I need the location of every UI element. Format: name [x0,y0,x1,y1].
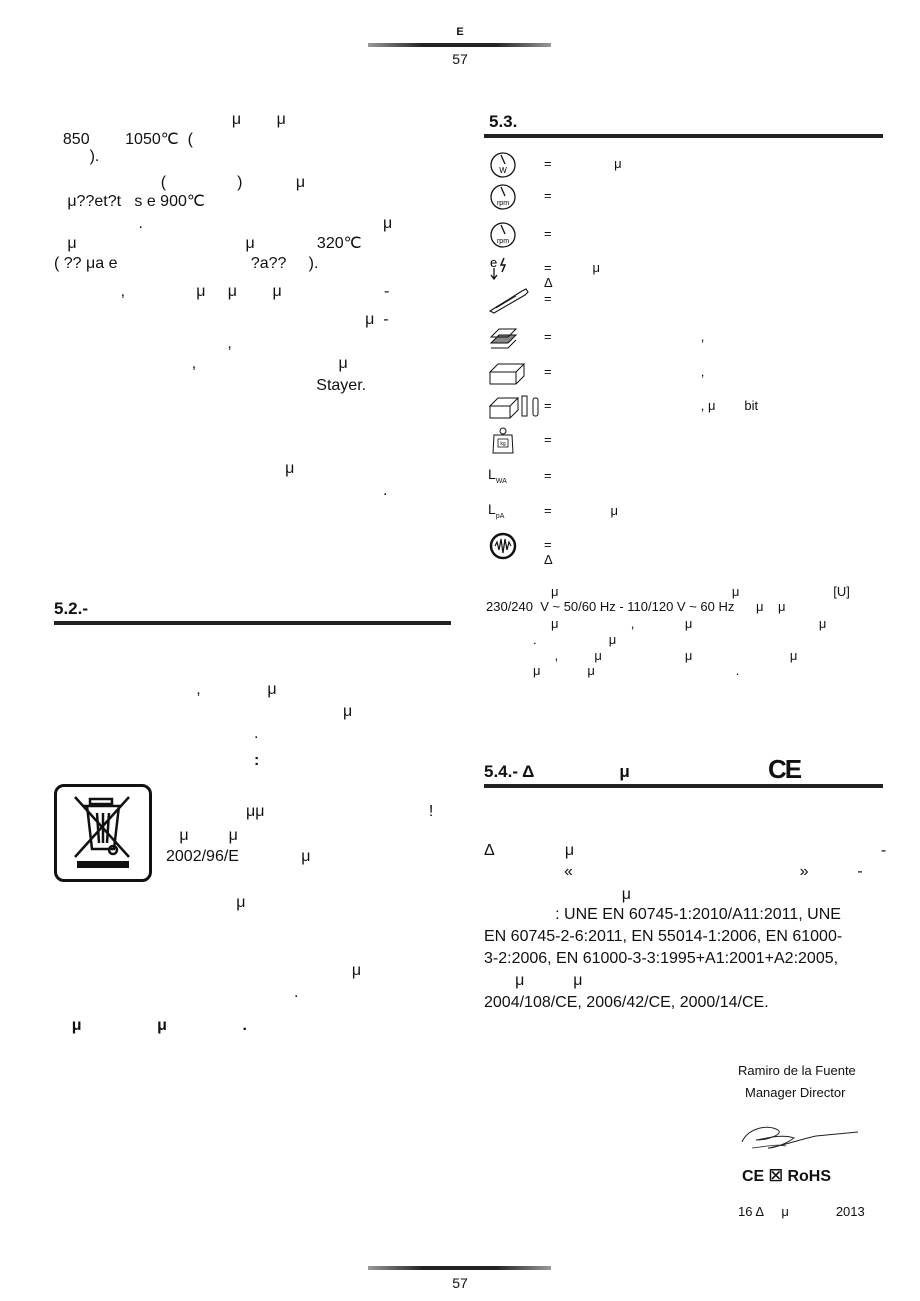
symbol-eq: = Δ [544,260,553,290]
sec52-after-line-4: μ μ . [54,1017,247,1034]
voltage-line-2: 230/240 V ~ 50/60 Hz - 110/120 V ~ 60 Hz μ μ [486,599,786,614]
intro-line-12: , μ [54,355,348,372]
symbol-eq: = [544,188,552,203]
voltage-line-1: μ μ [U] [486,584,850,599]
declaration-line-1: Δ μ - [484,842,887,859]
intro-line-1: μ μ [54,111,286,128]
speed-rpm-icon [488,182,518,212]
declaration-line-8: 2004/108/CE, 2006/42/CE, 2000/14/CE. [484,994,769,1011]
voltage-line-3: μ , μ μ [486,616,827,631]
lpa-letter: L [488,501,496,517]
lwa-sub: WA [495,477,507,485]
svg-text:kg: kg [500,441,506,447]
declaration-line-5: EN 60745-2-6:2011, EN 55014-1:2006, EN 61000- [484,928,843,945]
symbol-eq: = [544,156,552,171]
symbol-desc: , [578,364,705,379]
sec52-line-1: , μ [54,681,277,698]
signature-mark [738,1118,862,1156]
symbol-eq: = [544,226,552,241]
declaration-line-6: 3-2:2006, EN 61000-3-3:1995+A1:2001+A2:2005, [484,950,839,967]
intro-line-8: ( ?? μa e ?a?? ). [54,255,319,272]
voltage-line-4: . μ [486,632,617,647]
power-watt-icon [488,150,518,180]
declaration-line-7: μ μ [484,972,583,989]
symbol-desc: μ [578,156,622,171]
sec52-after-line-3: . [54,984,299,1001]
section-5-2-rule [54,621,451,625]
declaration-line-2: « » - [484,863,863,880]
symbol-eq: = [544,291,552,306]
svg-text:rpm: rpm [496,200,510,207]
intro-line-13: Stayer. [54,377,367,394]
svg-text:e: e [490,255,498,270]
intro-line-2: 850 1050℃ ( [54,131,193,148]
svg-text:rpm: rpm [496,238,510,245]
vibration-icon [488,531,518,561]
symbol-eq: = [544,432,552,447]
weight-kg-icon [488,426,518,456]
symbol-eq: = [544,468,552,483]
ce-mark-icon: CE [768,754,801,784]
symbol-eq: = [544,329,552,344]
compliance-marks: CE ☒ RoHS [742,1168,832,1185]
sound-power-lwa-icon [488,466,518,496]
svg-text:W: W [499,166,507,175]
wood-capacity-icon [488,358,530,388]
symbol-desc: , [578,329,705,344]
sec52-line-3: . [54,725,259,742]
speed-rpm-load-icon [488,220,518,250]
signer-title: Manager Director [745,1085,846,1100]
voltage-line-5: , μ μ μ [486,648,798,663]
symbol-desc: μ [578,260,600,275]
sec52-line-2: μ [54,703,353,720]
symbol-eq: = Δ [544,537,553,567]
declaration-line-4: : UNE EN 60745-1:2010/A11:2011, UNE [484,906,841,923]
footer-page-number: 57 [452,1275,468,1291]
lpa-sub: pA [495,512,505,520]
symbol-eq: = [544,503,552,518]
cutting-depth-icon [488,323,518,353]
header-rule [368,43,551,47]
footer-rule [368,1266,551,1270]
weee-line-3: 2002/96/E μ [166,848,311,865]
intro-line-3: ). [54,148,100,165]
sec52-after-line-2: μ [54,962,362,979]
intro-line-9: , μ μ μ - [54,283,390,300]
intro-line-7: μ μ 320℃ [54,235,362,252]
section-5-4-rule [484,784,883,788]
header-letter: E [456,26,464,38]
declaration-line-3: μ [484,886,632,903]
sound-pressure-lpa-icon [488,501,518,531]
section-5-3-title: 5.3. [489,112,518,131]
weee-bin-icon [54,784,152,882]
lwa-letter: L [488,466,496,482]
symbol-eq: = [544,398,552,413]
weee-line-1: μμ ! [166,803,434,820]
intro-line-11: , [54,335,232,352]
section-5-2-title: 5.2.- [54,599,89,618]
tool-length-icon [488,285,530,315]
symbol-desc: μ [578,503,618,518]
voltage-line-6: μ μ . [486,663,740,678]
symbol-desc: , μ bit [578,398,759,413]
drill-bit-capacity-icon [488,392,544,422]
header-page-number: 57 [452,51,468,67]
section-5-3-rule [484,134,883,138]
section-5-4-title: 5.4.- Δ μ [484,762,630,781]
intro-line-10: μ - [54,311,389,328]
weee-line-2: μ μ [166,827,238,844]
intro-line-6: . μ [54,215,393,232]
sec52-line-4: : [54,752,260,769]
intro-line-14: μ [54,460,295,477]
intro-line-15: . [54,482,388,499]
sec52-after-line-1: μ [54,894,246,911]
signer-name: Ramiro de la Fuente [738,1063,856,1078]
intro-line-4: ( ) μ [54,174,306,191]
intro-line-5: μ??et?t s e 900℃ [54,193,205,210]
declaration-date: 16 Δ μ 2013 [738,1204,865,1219]
symbol-eq: = [544,364,552,379]
insulation-class-icon [488,254,518,284]
